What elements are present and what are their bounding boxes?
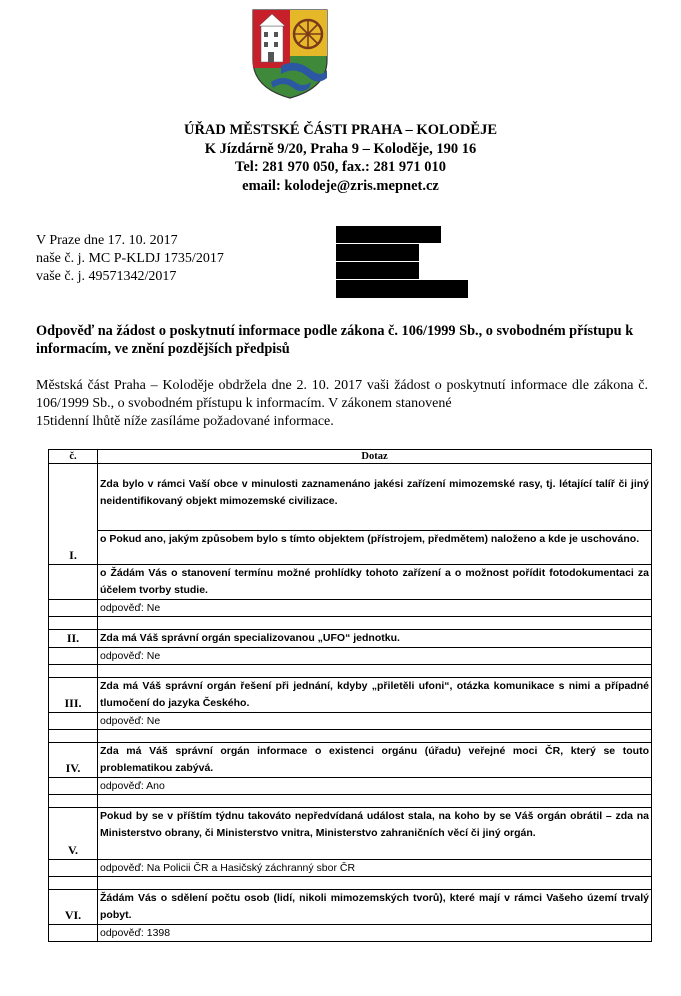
question-number: V. <box>49 808 98 860</box>
answer-text: odpověď: Ne <box>98 600 652 617</box>
question-subitem: o Žádám Vás o stanovení termínu možné prohlídky tohoto zařízení a o možnost pořídit fotodokumentaci za účelem tvorby studie. <box>98 565 652 600</box>
question-text: Zda má Váš správní orgán informace o existenci orgánu (úřadu) veřejné moci ČR, který se touto problematikou zabývá. <box>98 743 652 778</box>
table-row <box>49 630 652 648</box>
answer-text: odpověď: Ne <box>98 648 652 665</box>
redacted-block <box>336 244 419 261</box>
letter-body <box>36 377 648 431</box>
redacted-block <box>336 226 441 243</box>
question-text: Zda bylo v rámci Vaší obce v minulosti zaznamenáno jakési zařízení mimozemské rasy, tj. létající talíř či jiný neidentifikovaný objekt mimozemské civilizace. <box>98 464 652 531</box>
office-email: email: kolodeje@zris.mepnet.cz <box>242 178 439 194</box>
question-subitem: o Pokud ano, jakým způsobem bylo s tímto objektem (přístrojem, předmětem) naloženo a kde je uschováno. <box>98 531 652 565</box>
question-number: IV. <box>49 743 98 778</box>
answer-text: odpověď: Na Policii ČR a Hasičský záchranný sbor ČR <box>98 860 652 877</box>
office-name: ÚŘAD MĚSTSKÉ ČÁSTI PRAHA – KOLODĚJE <box>183 122 497 138</box>
question-text: Zda má Váš správní orgán specializovanou „UFO“ jednotku. <box>98 630 652 648</box>
table-row <box>49 678 652 713</box>
your-reference: vaše č. j. 49571342/2017 <box>36 269 177 284</box>
coat-of-arms-icon <box>251 8 329 100</box>
questions-table <box>48 449 652 942</box>
answer-text: odpověď: Ne <box>98 713 652 730</box>
table-row <box>49 808 652 860</box>
question-text: Žádám Vás o sdělení počtu osob (lidí, nikoli mimozemských tvorů), které mají v rámci Vašeho území trvalý pobyt. <box>98 890 652 925</box>
question-text: Zda má Váš správní orgán řešení při jednání, kdyby „přiletěli ufoni“, otázka komunikace s nimi a případné tlumočení do jazyka Českého. <box>98 678 652 713</box>
answer-text: odpověď: Ano <box>98 778 652 795</box>
question-number: III. <box>49 678 98 713</box>
question-number: I. <box>49 464 98 565</box>
our-reference: naše č. j. MC P-KLDJ 1735/2017 <box>36 251 224 266</box>
body-text: Městská část Praha – Koloděje obdržela dne 2. 10. 2017 vaši žádost o poskytnutí informace dle zákona č. 106/1999 Sb., o svobodném přístupu k informacím. V zákonem stanovené <box>36 378 648 411</box>
redacted-block <box>336 262 419 279</box>
letter-subject: Odpověď na žádost o poskytnutí informace podle zákona č. 106/1999 Sb., o svobodném přístupu k informacím, ve znění pozdějších předpisů <box>36 323 634 357</box>
col-header-number: č. <box>49 450 98 464</box>
question-number: VI. <box>49 890 98 925</box>
letter-date: V Praze dne 17. 10. 2017 <box>36 233 178 248</box>
body-text-last-line: 15tidenní lhůtě níže zasíláme požadované informace. <box>36 414 334 429</box>
col-header-question: Dotaz <box>98 450 652 464</box>
redacted-block <box>336 280 468 298</box>
question-number: II. <box>49 630 98 648</box>
answer-text: odpověď: 1398 <box>98 925 652 942</box>
table-row <box>49 890 652 925</box>
office-phone: Tel: 281 970 050, fax.: 281 971 010 <box>235 159 446 175</box>
table-row <box>49 464 652 531</box>
table-row <box>49 743 652 778</box>
question-text: Pokud by se v příštím týdnu takováto nepředvídaná událost stala, na koho by se Váš orgán obrátil – zda na Ministerstvo obrany, či Ministerstvo vnitra, Ministerstvo zahraničních věcí či jiný orgán. <box>98 808 652 860</box>
office-address: K Jízdárně 9/20, Praha 9 – Koloděje, 190 16 <box>204 141 477 157</box>
